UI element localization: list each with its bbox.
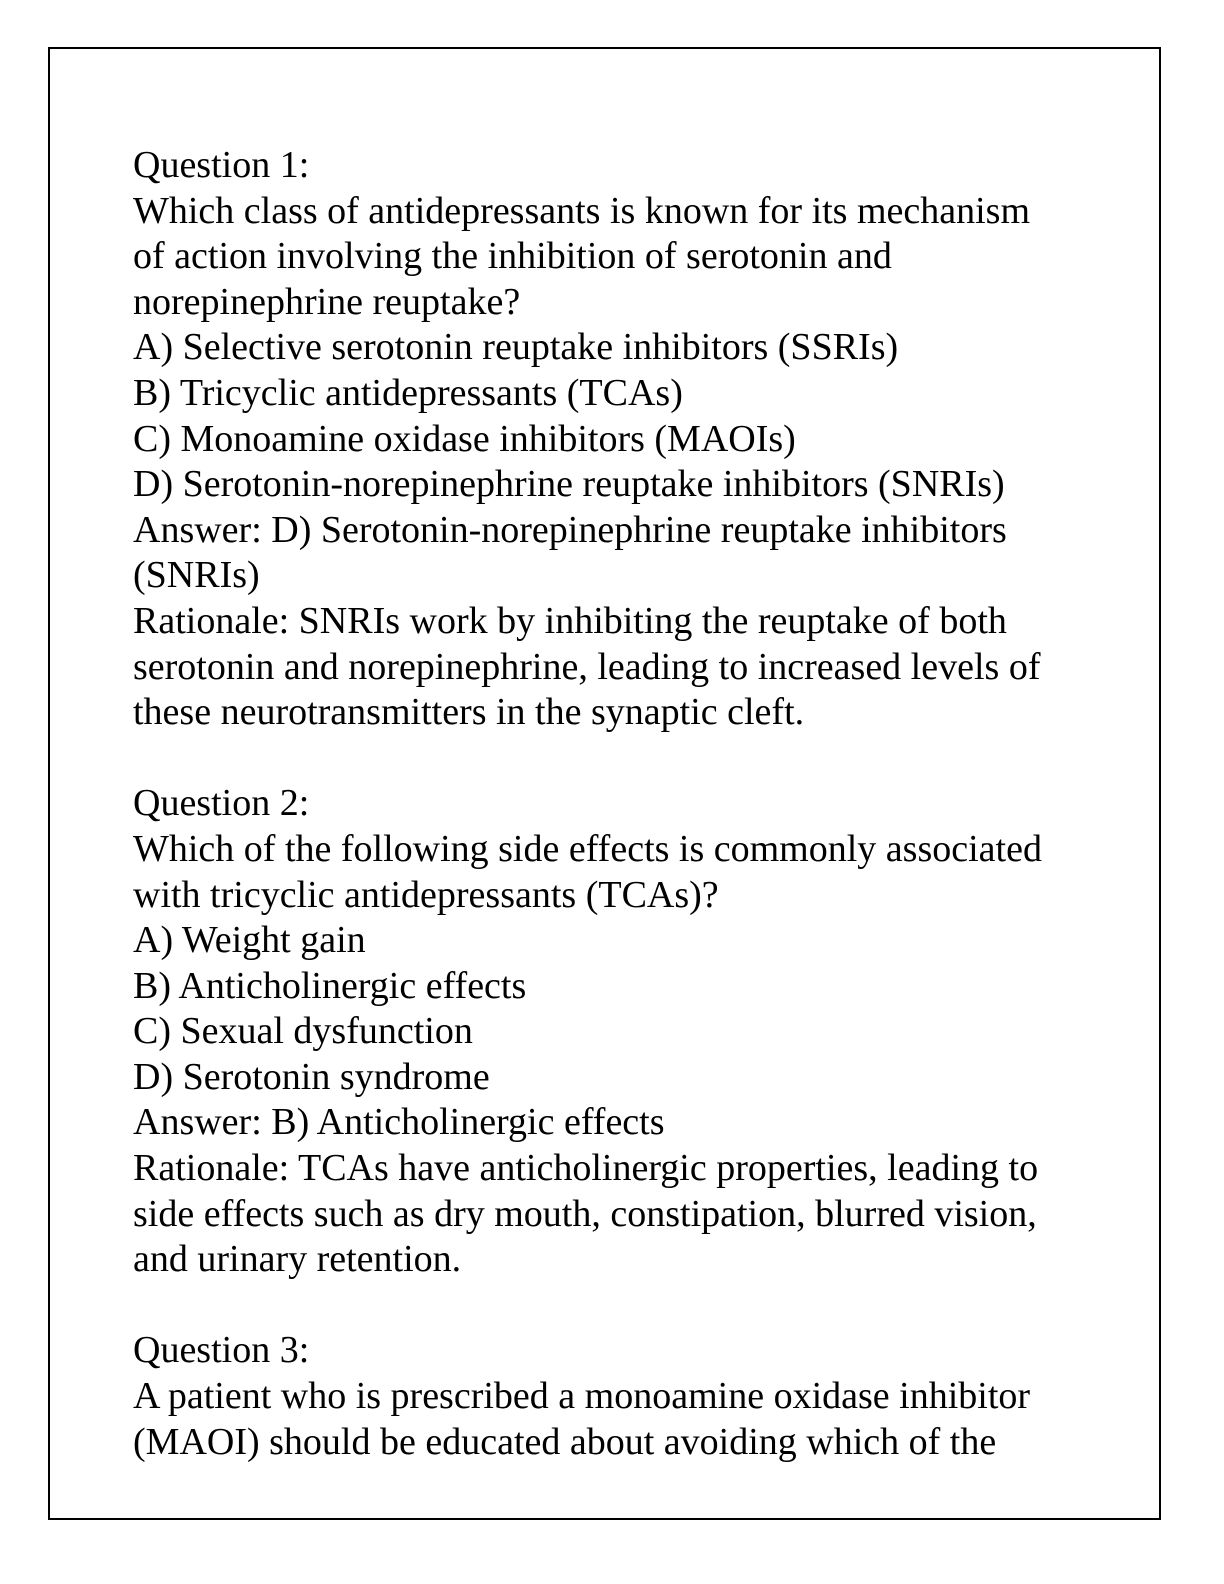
document-body: [133, 143, 1133, 1465]
question-3: [133, 1328, 1133, 1465]
question-stem: [133, 827, 1133, 918]
rationale-line: serotonin and norepinephrine, leading to increased levels of: [133, 645, 1041, 688]
question-heading: Question 1:: [133, 144, 310, 186]
option-c: C) Monoamine oxidase inhibitors (MAOIs): [133, 417, 796, 460]
rationale-line: Rationale: TCAs have anticholinergic properties, leading to: [133, 1147, 1039, 1190]
answer-line: Answer: B) Anticholinergic effects: [133, 1101, 665, 1144]
answer-line: Answer: D) Serotonin-norepinephrine reuptake inhibitors: [133, 508, 1007, 551]
stem-line: Which class of antidepressants is known for its mechanism: [133, 189, 1031, 232]
rationale-line: side effects such as dry mouth, constipation, blurred vision,: [133, 1192, 1037, 1235]
blank-line: [133, 1283, 1133, 1329]
stem-line: A patient who is prescribed a monoamine oxidase inhibitor: [133, 1375, 1031, 1418]
stem-line: norepinephrine reuptake?: [133, 280, 521, 323]
option-a: A) Weight gain: [133, 919, 366, 962]
option-d: D) Serotonin-norepinephrine reuptake inhibitors (SNRIs): [133, 463, 1005, 506]
rationale-line: Rationale: SNRIs work by inhibiting the reuptake of both: [133, 599, 1007, 642]
rationale: [133, 1146, 1133, 1283]
answer-line: (SNRIs): [133, 554, 260, 597]
option-d: D) Serotonin syndrome: [133, 1055, 490, 1098]
option-b: B) Tricyclic antidepressants (TCAs): [133, 371, 683, 414]
answer-options: [133, 325, 1133, 507]
option-a: A) Selective serotonin reuptake inhibitors (SSRIs): [133, 326, 899, 369]
stem-line: of action involving the inhibition of serotonin and: [133, 235, 892, 278]
question-2: [133, 781, 1133, 1283]
rationale-line: and urinary retention.: [133, 1238, 462, 1281]
stem-line: (MAOI) should be educated about avoiding which of the: [133, 1420, 997, 1463]
question-1: [133, 143, 1133, 736]
rationale-line: these neurotransmitters in the synaptic cleft.: [133, 691, 805, 734]
option-c: C) Sexual dysfunction: [133, 1010, 473, 1053]
answer: [133, 1100, 1133, 1146]
question-heading: Question 3:: [133, 1329, 310, 1372]
blank-line: [133, 736, 1133, 782]
option-b: B) Anticholinergic effects: [133, 964, 527, 1007]
question-heading: Question 2:: [133, 782, 310, 825]
answer: [133, 508, 1133, 599]
rationale: [133, 599, 1133, 736]
answer-options: [133, 918, 1133, 1100]
question-stem: [133, 189, 1133, 326]
stem-line: with tricyclic antidepressants (TCAs)?: [133, 873, 719, 916]
question-stem: [133, 1374, 1133, 1465]
stem-line: Which of the following side effects is commonly associated: [133, 827, 1042, 870]
